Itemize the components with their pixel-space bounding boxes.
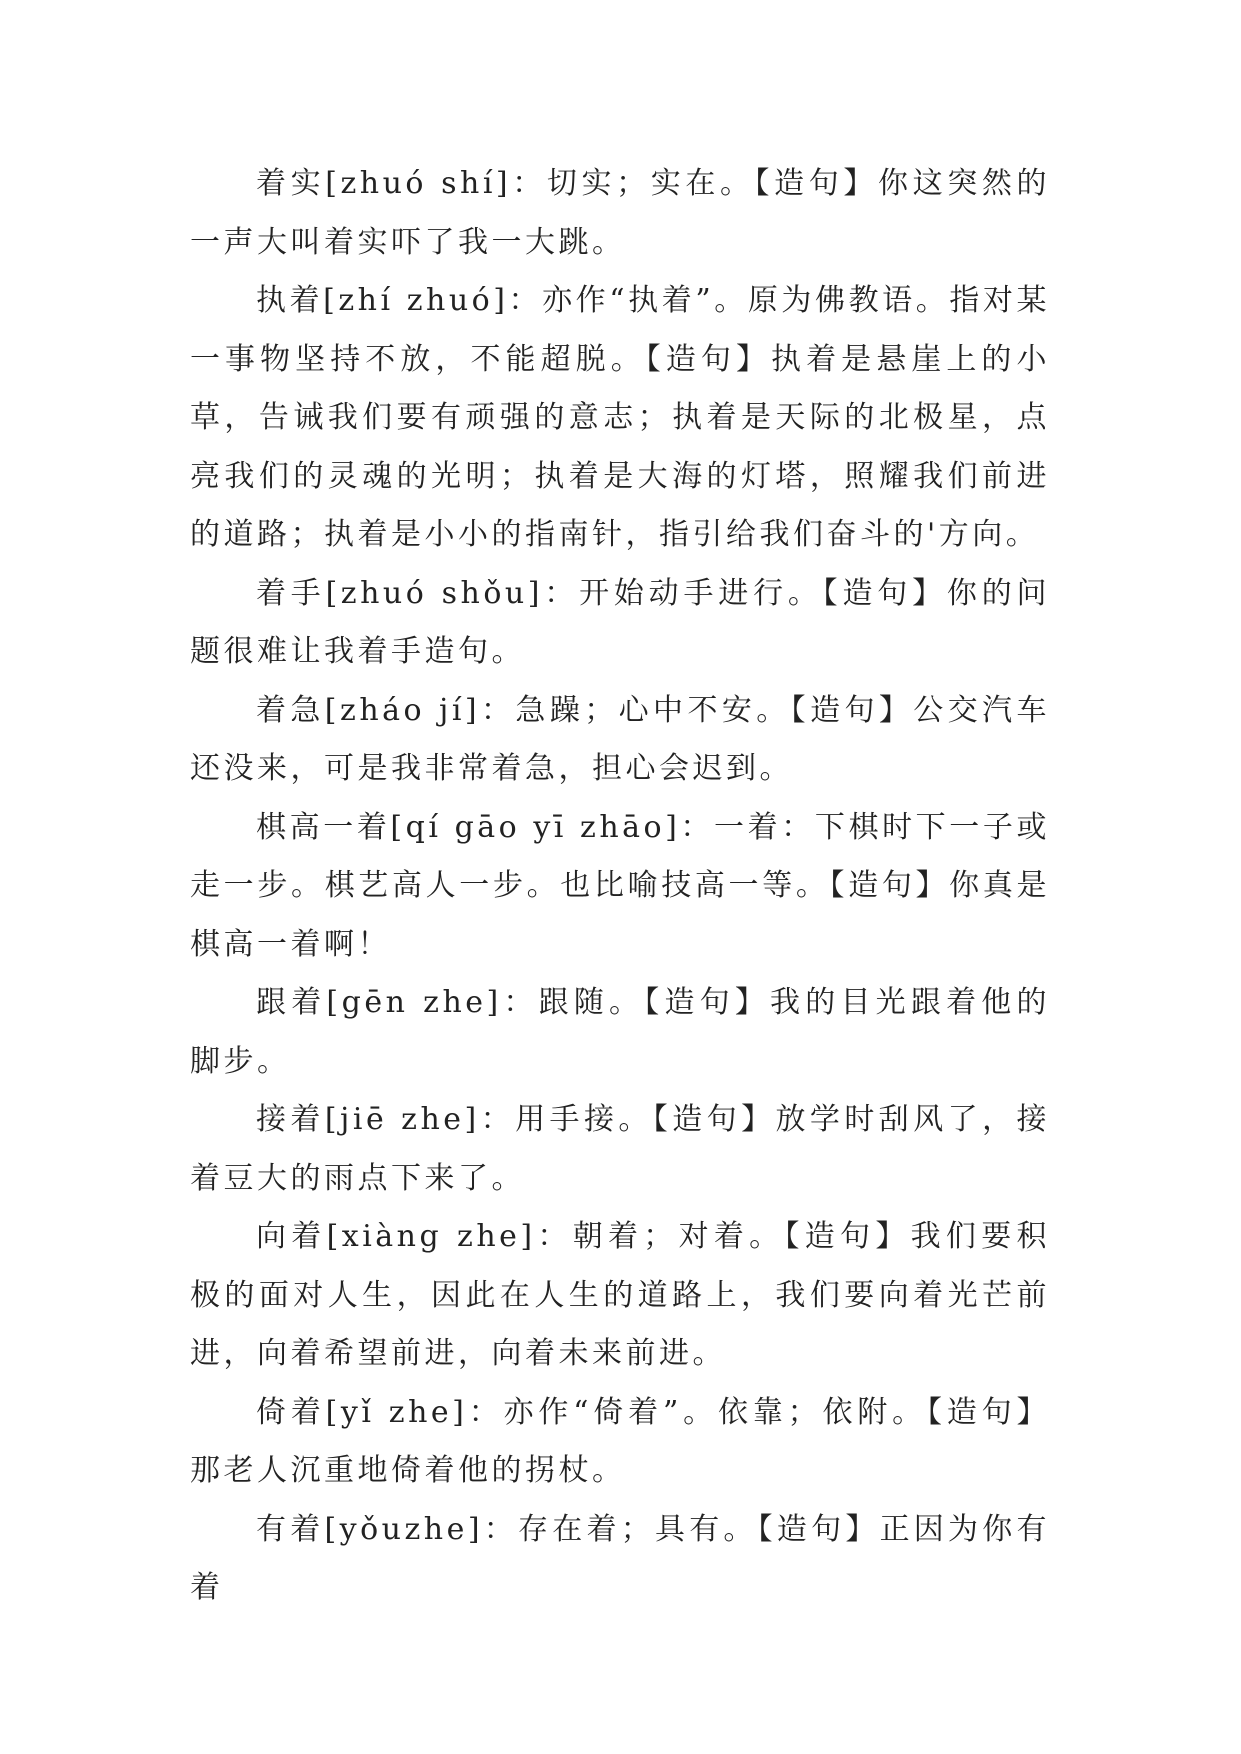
paragraph-xiangzhe: 向着[xiàng zhe]：朝着；对着。【造句】我们要积极的面对人生，因此在人生的道路上，我们要向着光芒前进，向着希望前进，向着未来前进。 <box>190 1219 1050 1371</box>
paragraph-zhaoji: 着急[zháo jí]：急躁；心中不安。【造句】公交汽车还没来，可是我非常着急，担心会迟到。 <box>190 692 1050 786</box>
paragraph-zhuoshou: 着手[zhuó shǒu]：开始动手进行。【造句】你的问题很难让我着手造句。 <box>190 575 1050 669</box>
paragraph-zhuoshi: 着实[zhuó shí]：切实；实在。【造句】你这突然的一声大叫着实吓了我一大跳。 <box>190 166 1050 260</box>
paragraph-yizhe: 倚着[yǐ zhe]：亦作“倚着”。依靠；依附。【造句】那老人沉重地倚着他的拐杖。 <box>190 1394 1050 1488</box>
paragraph-qigaoyizhao: 棋高一着[qí gāo yī zhāo]：一着：下棋时下一子或走一步。棋艺高人一步。也比喻技高一等。【造句】你真是棋高一着啊！ <box>190 809 1050 962</box>
paragraph-youzhe: 有着[yǒuzhe]：存在着；具有。【造句】正因为你有着 <box>190 1511 1050 1605</box>
paragraph-jiezhe: 接着[jiē zhe]：用手接。【造句】放学时刮风了，接着豆大的雨点下来了。 <box>190 1102 1050 1196</box>
paragraph-zhizhuo: 执着[zhí zhuó]：亦作“执着”。原为佛教语。指对某一事物坚持不放，不能超脱。【造句】执着是悬崖上的小草，告诫我们要有顽强的意志；执着是天际的北极星，点亮我们的灵魂的光明；执着是大海的灯塔，照耀我们前进的道路；执着是小小的指南针，指引给我们奋斗的'方向。 <box>190 283 1050 552</box>
document-body <box>190 155 1050 1618</box>
paragraph-genzhe: 跟着[gēn zhe]：跟随。【造句】我的目光跟着他的脚步。 <box>190 985 1050 1079</box>
